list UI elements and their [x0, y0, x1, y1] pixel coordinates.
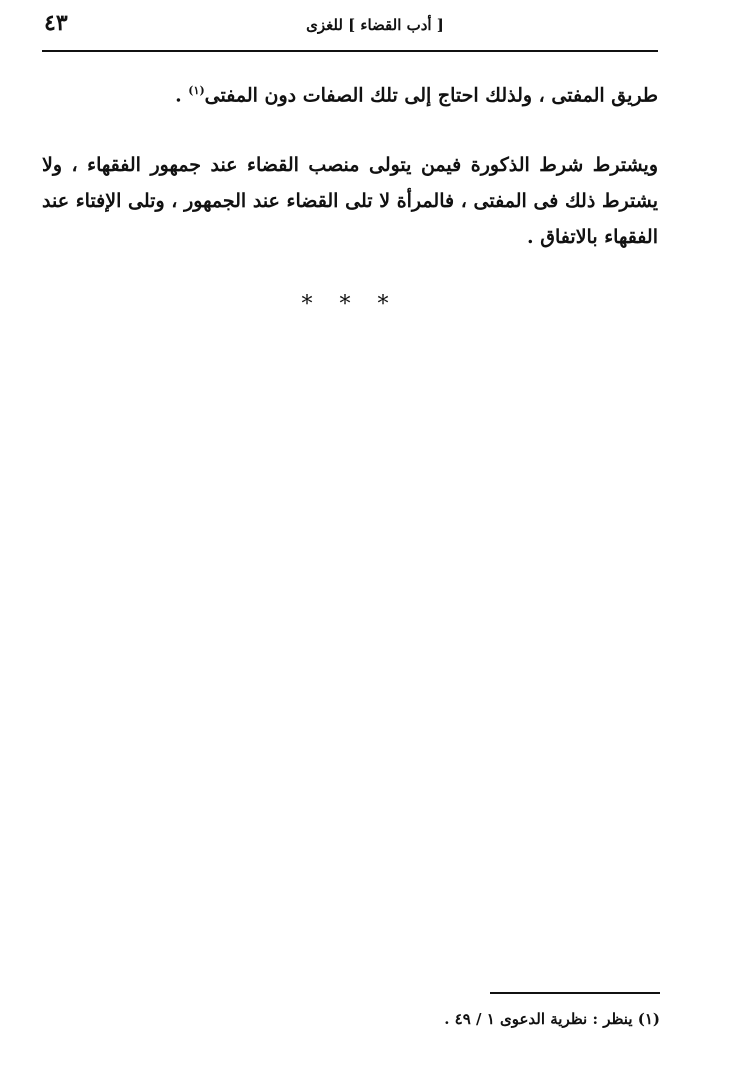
footnote-1: (١) ينظر : نظرية الدعوى ١ / ٤٩ . [444, 1010, 660, 1028]
header-divider [42, 50, 658, 52]
footnote-divider [490, 992, 660, 994]
paragraph-1-text: طريق المفتى ، ولذلك احتاج إلى تلك الصفات دون المفتى [204, 84, 658, 107]
section-separator: * * * [301, 292, 399, 317]
page-number: ٤٣ [44, 10, 68, 36]
body-paragraph-2: ويشترط شرط الذكورة فيمن يتولى منصب القضاء عند جمهور الفقهاء ، ولا يشترط ذلك فى المفتى ، فالمرأة لا تلى القضاء عند الجمهور ، وتلى الإفتاء عند الفقهاء بالاتفاق . [42, 154, 658, 248]
body-paragraph-1 [42, 73, 658, 113]
running-header-title: [ أدب القضاء ] للغزى [306, 16, 444, 34]
footnote-reference[interactable]: (١) [188, 84, 205, 97]
paragraph-1-end: . [175, 84, 189, 107]
